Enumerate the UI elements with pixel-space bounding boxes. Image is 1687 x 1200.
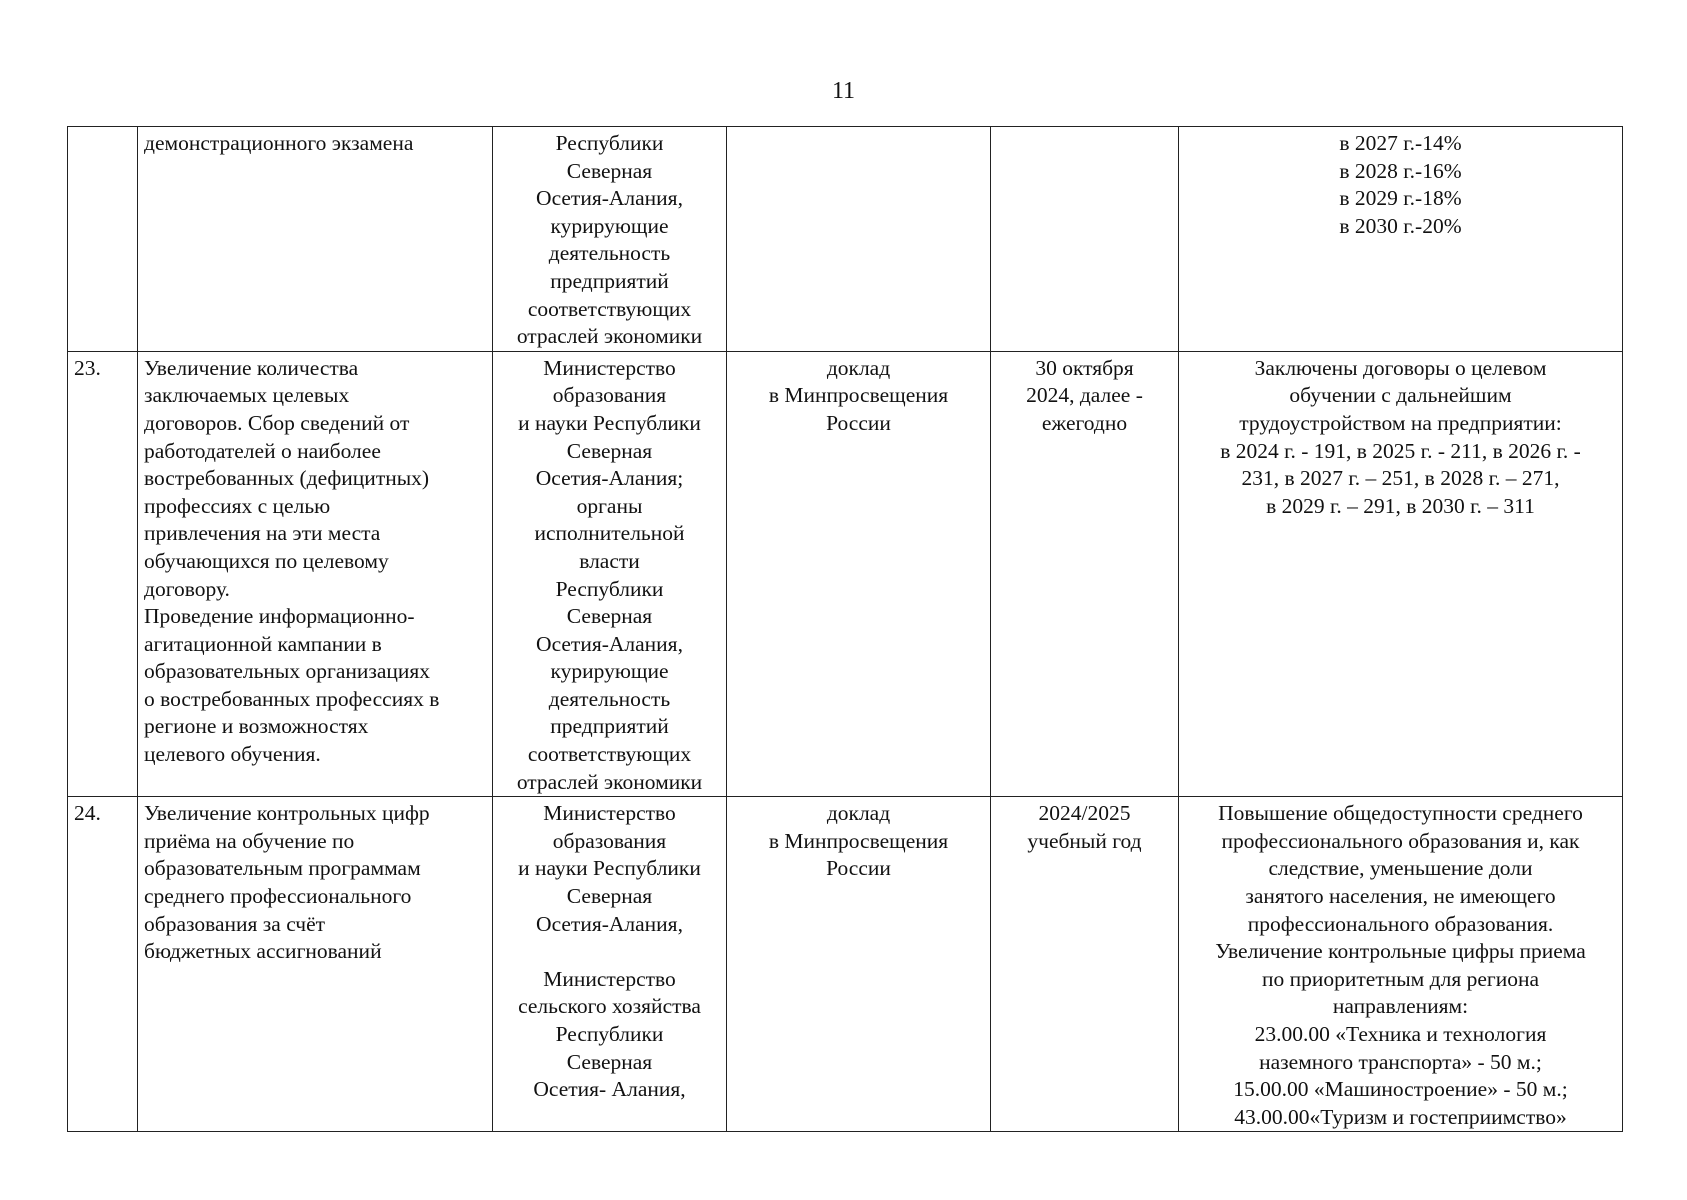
deadline-cell: 30 октября 2024, далее - ежегодно <box>991 351 1179 797</box>
activity-cell: демонстрационного экзамена <box>138 127 493 352</box>
page-number: 11 <box>831 78 856 104</box>
row-number-cell: 24. <box>68 797 138 1132</box>
report-cell <box>727 127 991 352</box>
responsible-cell: Республики Северная Осетия-Алания, курирующие деятельность предприятий соответствующих отраслей экономики <box>493 127 727 352</box>
row-number-cell: 23. <box>68 351 138 797</box>
table-row <box>68 351 1623 797</box>
activity-cell: Увеличение количества заключаемых целевых договоров. Сбор сведений от работодателей о наиболее востребованных (дефицитных) профессиях с целью привлечения на эти места обучающихся по целевому договору. Проведение информационно- агитационной кампании в образовательных организациях о востребованных профессиях в регионе и возможностях целевого обучения. <box>138 351 493 797</box>
table-row <box>68 797 1623 1132</box>
result-cell: в 2027 г.-14% в 2028 г.-16% в 2029 г.-18% в 2030 г.-20% <box>1179 127 1623 352</box>
responsible-cell: Министерство образования и науки Республики Северная Осетия-Алания; органы исполнительной власти Республики Северная Осетия-Алания, курирующие деятельность предприятий соответствующих отраслей экономики <box>493 351 727 797</box>
report-cell: доклад в Минпросвещения России <box>727 797 991 1132</box>
responsible-cell: Министерство образования и науки Республики Северная Осетия-Алания, Министерство сельского хозяйства Республики Северная Осетия- Алания, <box>493 797 727 1132</box>
activity-cell: Увеличение контрольных цифр приёма на обучение по образовательным программам среднего профессионального образования за счёт бюджетных ассигнований <box>138 797 493 1132</box>
result-cell: Повышение общедоступности среднего профессионального образования и, как следствие, уменьшение доли занятого населения, не имеющего профессионального образования. Увеличение контрольные цифры приема по приоритетным для региона направлениям: 23.00.00 «Техника и технология наземного транспорта» - 50 м.; 15.00.00 «Машиностроение» - 50 м.; 43.00.00«Туризм и гостеприимство» <box>1179 797 1623 1132</box>
report-cell: доклад в Минпросвещения России <box>727 351 991 797</box>
table-row <box>68 127 1623 352</box>
row-number-cell <box>68 127 138 352</box>
deadline-cell <box>991 127 1179 352</box>
plan-table <box>67 126 1623 1132</box>
result-cell: Заключены договоры о целевом обучении с дальнейшим трудоустройством на предприятии: в 2024 г. - 191, в 2025 г. - 211, в 2026 г. - 231, в 2027 г. – 251, в 2028 г. – 271, в 2029 г. – 291, в 2030 г. – 311 <box>1179 351 1623 797</box>
deadline-cell: 2024/2025 учебный год <box>991 797 1179 1132</box>
